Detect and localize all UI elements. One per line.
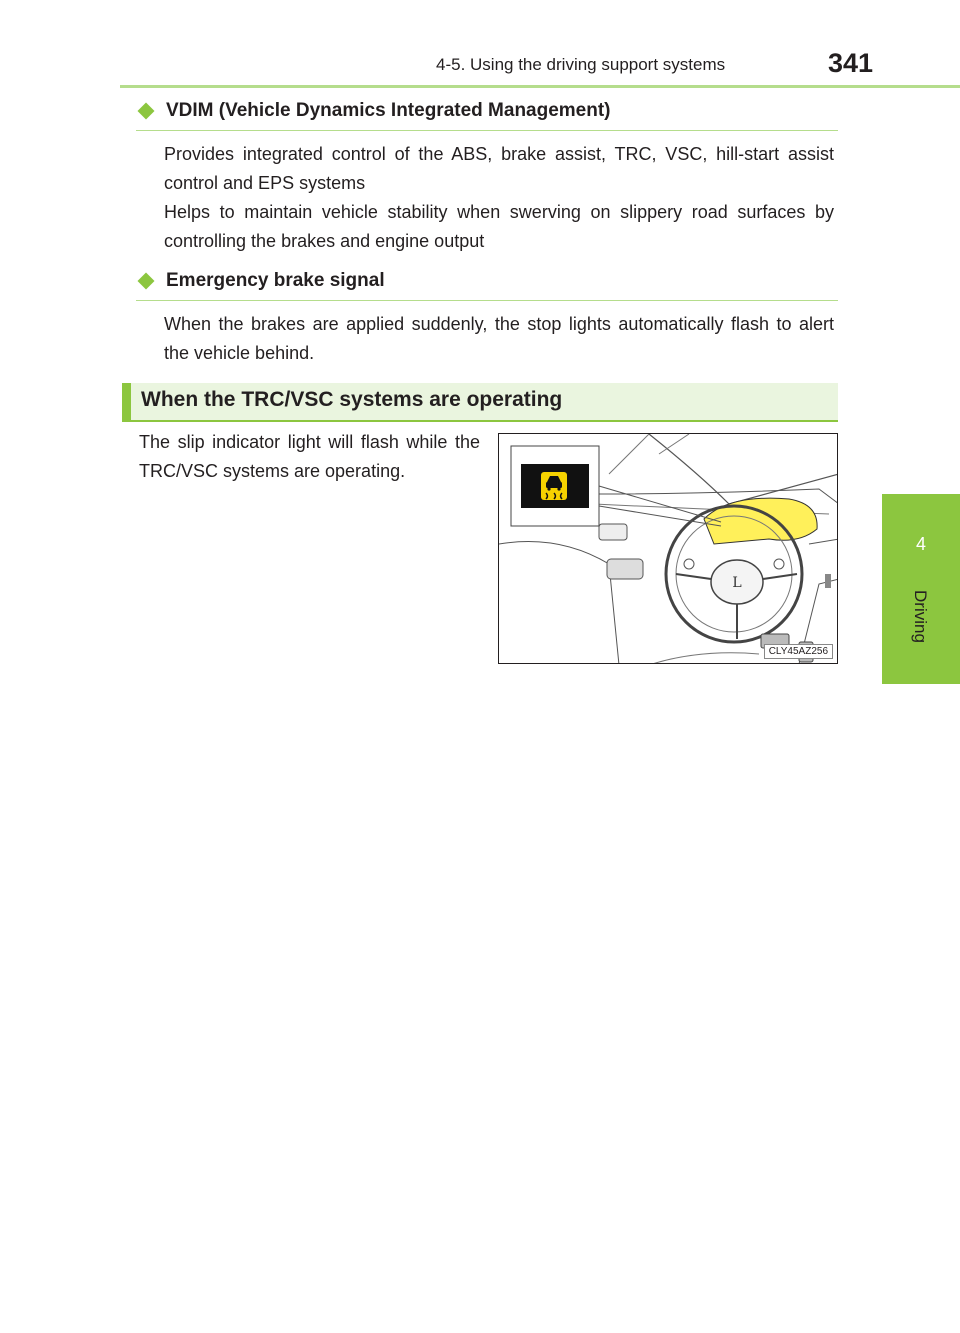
- dashboard-drawing: [499, 434, 838, 664]
- subheading-vdim: [136, 100, 838, 122]
- paragraph: Provides integrated control of the ABS, brake assist, TRC, VSC, hill-start assist control and EPS systems: [164, 144, 834, 193]
- header-section-title: 4-5. Using the driving support systems: [436, 55, 726, 74]
- svg-text:L: L: [732, 575, 742, 591]
- section-title: When the TRC/VSC systems are operating: [141, 388, 563, 411]
- chapter-label: Driving: [911, 590, 930, 643]
- page-number: 341: [828, 48, 874, 78]
- section-heading-bar: [122, 383, 838, 421]
- diamond-bullet-icon: [138, 103, 155, 120]
- dashboard-illustration: [498, 433, 838, 664]
- diamond-bullet-icon: [138, 273, 155, 290]
- chapter-number: 4: [915, 534, 926, 554]
- figure-code: CLY45AZ256: [764, 644, 833, 659]
- chapter-label-wrap: [882, 590, 960, 660]
- meter-highlight: [704, 498, 817, 544]
- paragraph: When the brakes are applied suddenly, the stop lights automatically flash to alert the vehicle behind.: [164, 314, 834, 363]
- paragraph: Helps to maintain vehicle stability when swerving on slippery road surfaces by controlling the brakes and engine output: [164, 202, 834, 251]
- slip-indicator-icon: [541, 472, 567, 500]
- subheading-divider: [136, 300, 838, 301]
- section-divider: [122, 420, 838, 422]
- subheading-divider: [136, 130, 838, 131]
- header-divider: [120, 85, 960, 88]
- subheading-text: VDIM (Vehicle Dynamics Integrated Management): [166, 100, 611, 121]
- subheading-emergency-brake-signal: [136, 270, 838, 292]
- subheading-text: Emergency brake signal: [166, 270, 385, 291]
- section-body-text: The slip indicator light will flash while the TRC/VSC systems are operating.: [139, 432, 480, 481]
